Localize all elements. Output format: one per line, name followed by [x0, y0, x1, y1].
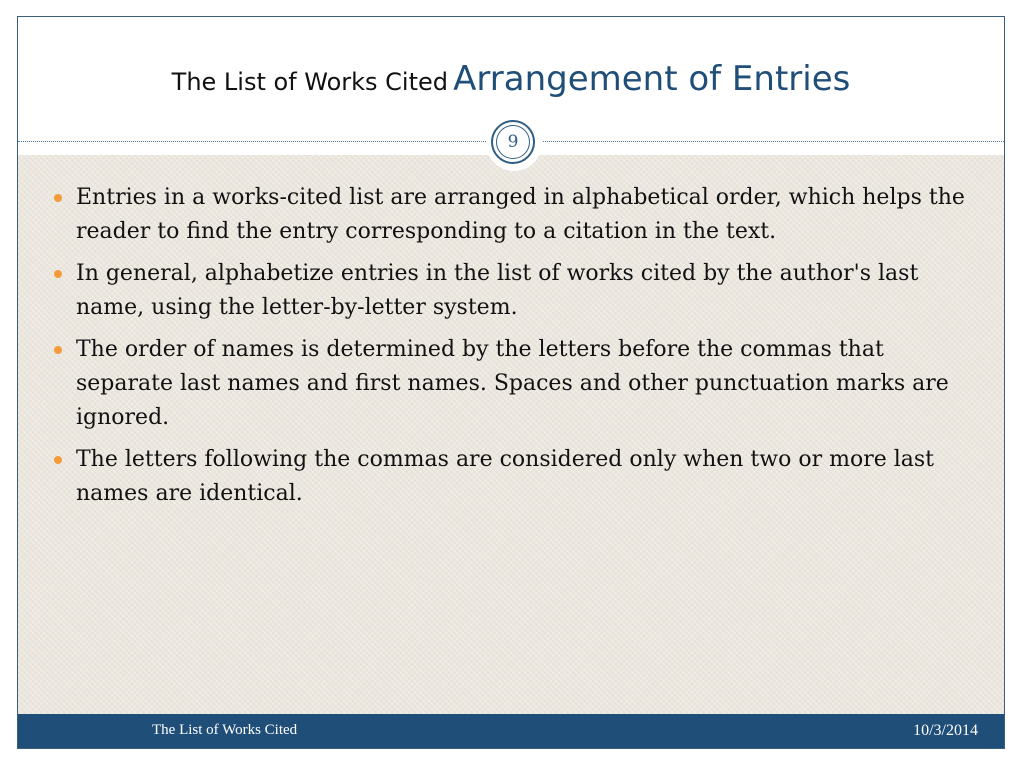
slide-number-ring: [491, 120, 535, 164]
bullet-list: [52, 181, 982, 519]
title-main: Arrangement of Entries: [453, 59, 851, 99]
bullet-item: [52, 257, 982, 325]
bullet-text: In general, alphabetize entries in the list of works cited by the author's last name, using the letter-by-letter system.: [76, 261, 919, 320]
slide: [17, 16, 1005, 749]
bullet-text: The letters following the commas are considered only when two or more last names are identical.: [76, 447, 934, 506]
slide-title: [18, 59, 1004, 99]
bullet-item: [52, 333, 982, 435]
footer-title: The List of Works Cited: [152, 722, 298, 738]
bullet-text: The order of names is determined by the letters before the commas that separate last names and first names. Spaces and other punctuation marks are ignored.: [76, 337, 949, 430]
bullet-dot-icon: [54, 456, 62, 464]
bullet-text: Entries in a works-cited list are arranged in alphabetical order, which helps the reader to find the entry corresponding to a citation in the text.: [76, 185, 965, 244]
bullet-dot-icon: [54, 346, 62, 354]
bullet-dot-icon: [54, 270, 62, 278]
slide-footer: [18, 714, 1004, 748]
slide-number: 9: [496, 125, 530, 159]
bullet-item: [52, 443, 982, 511]
title-prefix: The List of Works Cited: [171, 68, 449, 96]
bullet-item: [52, 181, 982, 249]
slide-number-badge: [486, 115, 542, 171]
footer-date: 10/3/2014: [913, 722, 978, 739]
bullet-dot-icon: [54, 194, 62, 202]
